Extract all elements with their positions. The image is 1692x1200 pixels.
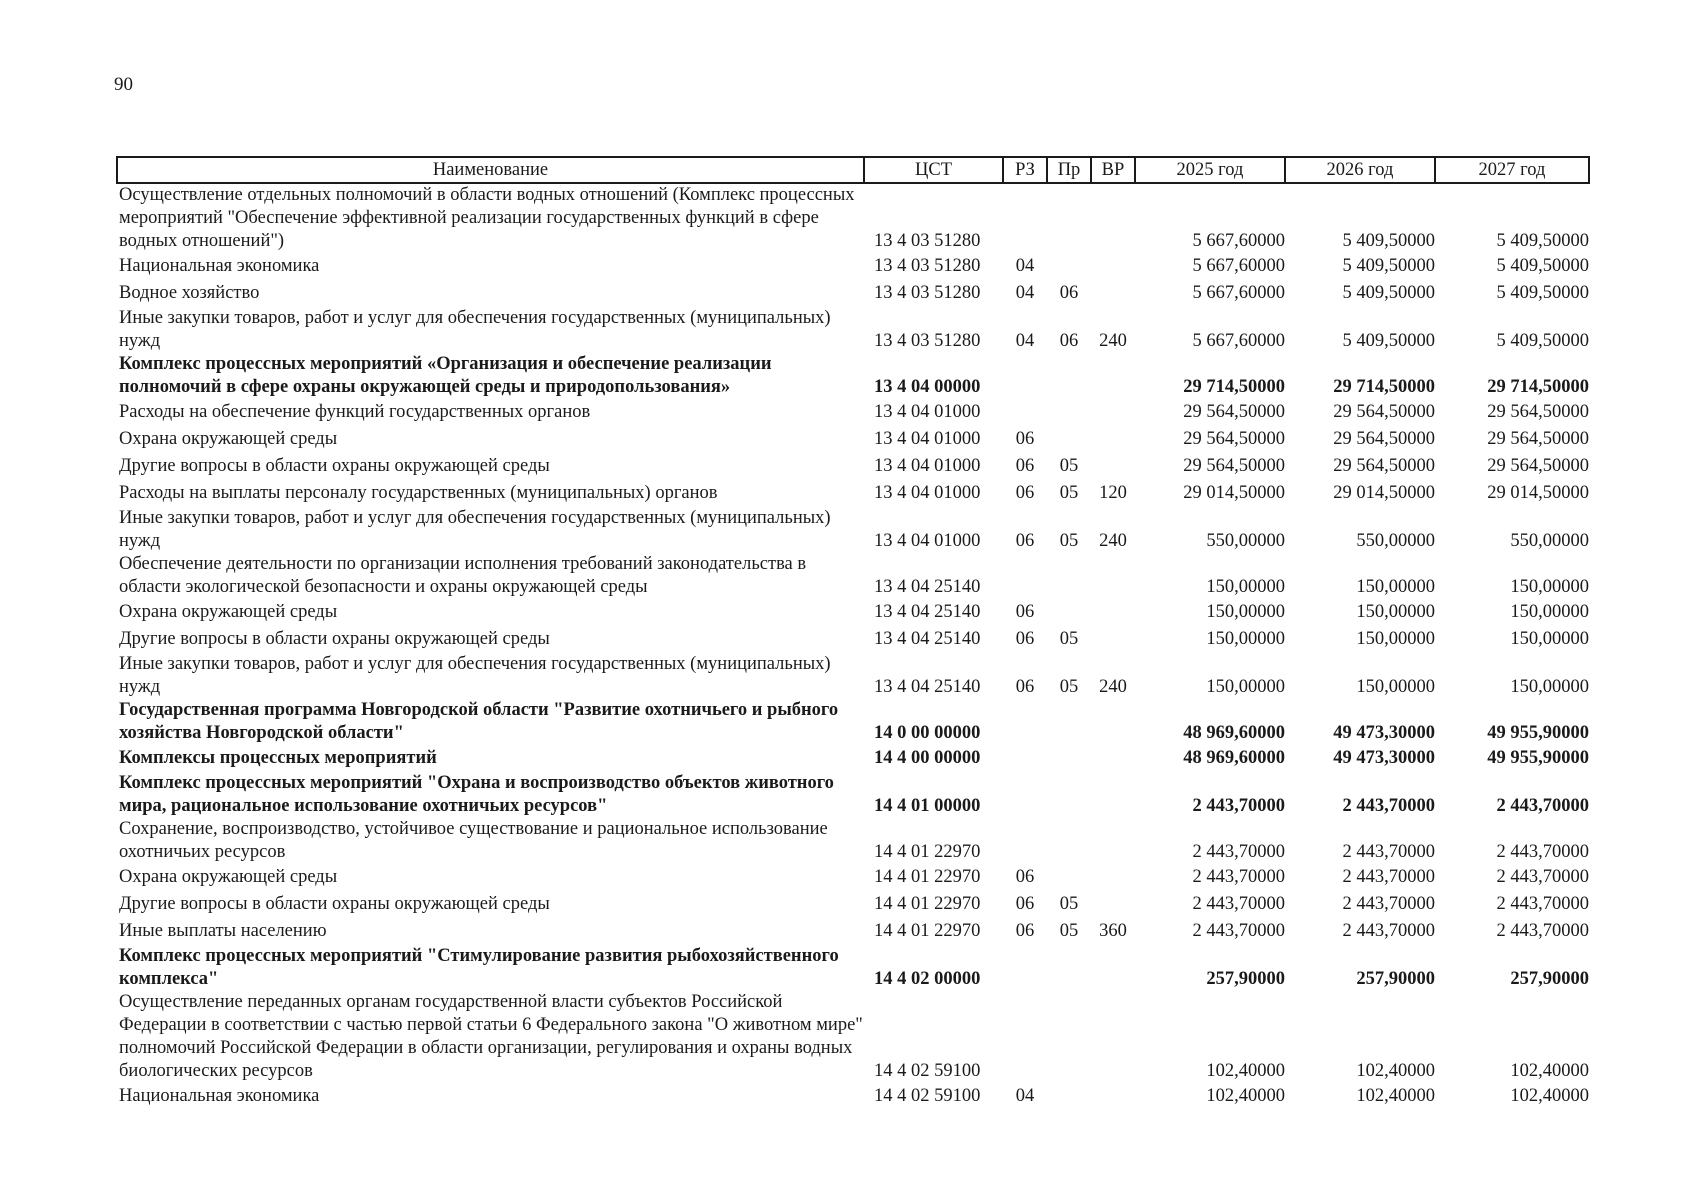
- cell-pr: [1047, 253, 1091, 280]
- cell-rz: [1003, 183, 1047, 253]
- cell-2027: 150,00000: [1510, 602, 1589, 622]
- cell-pr: 05: [1059, 629, 1079, 649]
- cell-2025: 102,40000: [1206, 1086, 1285, 1106]
- table-row: [117, 991, 1589, 1083]
- cell-2026: 2 443,70000: [1342, 921, 1435, 941]
- table-row: [117, 399, 1589, 426]
- cell-vr: [1091, 745, 1135, 772]
- cell-name: Другие вопросы в области охраны окружающей среды: [119, 629, 550, 649]
- cell-2027: 2 443,70000: [1496, 921, 1589, 941]
- cell-vr: [1091, 891, 1135, 918]
- cell-name: Расходы на обеспечение функций государственных органов: [119, 402, 591, 422]
- cell-2027: 5 409,50000: [1496, 231, 1589, 251]
- cell-name: Осуществление переданных органам государственной власти субъектов Российской Федерации в соответствии с частью первой статьи 6 Федерального закона "О животном мире" полномочий Российской Федерации в области организации, регулирования и охраны водных биологических ресурсов: [119, 992, 863, 1081]
- cell-2026: 2 443,70000: [1342, 867, 1435, 887]
- cell-2026: 150,00000: [1356, 629, 1435, 649]
- cell-vr: 240: [1099, 531, 1127, 551]
- cell-2027: 2 443,70000: [1496, 842, 1589, 862]
- cell-name: Национальная экономика: [119, 1086, 320, 1106]
- cell-rz: [1003, 399, 1047, 426]
- table-row: [117, 553, 1589, 599]
- cell-2027: 150,00000: [1510, 577, 1589, 597]
- cell-vr: [1091, 280, 1135, 307]
- cell-cst: 13 4 03 51280: [874, 331, 981, 351]
- cell-2027: 29 564,50000: [1487, 456, 1589, 476]
- cell-pr: [1047, 772, 1091, 818]
- table-row: [117, 280, 1589, 307]
- cell-2027: 102,40000: [1510, 1086, 1589, 1106]
- table-row: [117, 480, 1589, 507]
- table-row: [117, 699, 1589, 745]
- cell-cst: 13 4 04 25140: [874, 677, 981, 697]
- cell-2026: 29 014,50000: [1333, 483, 1435, 503]
- column-header-name: Наименование: [117, 157, 864, 183]
- table-row: [117, 626, 1589, 653]
- cell-pr: 06: [1059, 331, 1079, 351]
- cell-name: Иные выплаты населению: [119, 921, 327, 941]
- cell-2025: 29 564,50000: [1183, 402, 1285, 422]
- cell-2025: 29 014,50000: [1183, 483, 1285, 503]
- cell-cst: 14 4 01 22970: [874, 867, 981, 887]
- cell-rz: 06: [1015, 629, 1035, 649]
- cell-rz: 06: [1015, 483, 1035, 503]
- cell-rz: [1003, 553, 1047, 599]
- table-row: [117, 253, 1589, 280]
- cell-2026: 2 443,70000: [1342, 796, 1435, 816]
- cell-2026: 102,40000: [1356, 1061, 1435, 1081]
- page-number: 90: [114, 74, 133, 95]
- cell-2027: 550,00000: [1510, 531, 1589, 551]
- cell-cst: 14 4 00 00000: [874, 748, 981, 768]
- column-header-2026: 2026 год: [1285, 157, 1435, 183]
- cell-name: Иные закупки товаров, работ и услуг для обеспечения государственных (муниципальных) нужд: [119, 308, 831, 351]
- table-row: [117, 426, 1589, 453]
- table-row: [117, 818, 1589, 864]
- cell-2027: 5 409,50000: [1496, 331, 1589, 351]
- cell-2027: 29 564,50000: [1487, 429, 1589, 449]
- cell-pr: 05: [1059, 894, 1079, 914]
- cell-pr: [1047, 945, 1091, 991]
- cell-2027: 2 443,70000: [1496, 867, 1589, 887]
- cell-cst: 13 4 04 25140: [874, 602, 981, 622]
- cell-rz: [1003, 745, 1047, 772]
- cell-rz: 04: [1015, 331, 1035, 351]
- cell-name: Комплекс процессных мероприятий «Организация и обеспечение реализации полномочий в сфере охраны окружающей среды и природопользования»: [119, 354, 772, 397]
- cell-pr: [1047, 1083, 1091, 1110]
- cell-rz: 06: [1015, 456, 1035, 476]
- cell-cst: 13 4 04 01000: [874, 531, 981, 551]
- cell-2025: 2 443,70000: [1192, 894, 1285, 914]
- table-row: [117, 183, 1589, 253]
- table-row: [117, 745, 1589, 772]
- cell-vr: [1091, 818, 1135, 864]
- cell-pr: [1047, 553, 1091, 599]
- table-row: [117, 453, 1589, 480]
- cell-rz: [1003, 772, 1047, 818]
- cell-rz: 04: [1015, 1086, 1035, 1106]
- table-row: [117, 918, 1589, 945]
- cell-2026: 102,40000: [1356, 1086, 1435, 1106]
- table-header-row: [117, 157, 1589, 183]
- cell-cst: 13 4 04 01000: [874, 429, 981, 449]
- cell-rz: [1003, 945, 1047, 991]
- cell-rz: [1003, 353, 1047, 399]
- cell-cst: 13 4 04 25140: [874, 577, 981, 597]
- cell-cst: 14 4 02 59100: [874, 1061, 981, 1081]
- table-row: [117, 653, 1589, 699]
- cell-2026: 150,00000: [1356, 602, 1435, 622]
- cell-2026: 2 443,70000: [1342, 894, 1435, 914]
- cell-pr: 05: [1059, 677, 1079, 697]
- cell-2026: 257,90000: [1356, 969, 1435, 989]
- cell-vr: 240: [1099, 677, 1127, 697]
- cell-2025: 2 443,70000: [1192, 867, 1285, 887]
- cell-rz: 06: [1015, 894, 1035, 914]
- table-row: [117, 864, 1589, 891]
- cell-2027: 150,00000: [1510, 629, 1589, 649]
- table-row: [117, 353, 1589, 399]
- cell-2026: 5 409,50000: [1342, 231, 1435, 251]
- table-row: [117, 891, 1589, 918]
- cell-name: Комплекс процессных мероприятий "Охрана и воспроизводство объектов животного мира, рациональное использование охотничьих ресурсов": [119, 773, 834, 816]
- cell-cst: 14 4 02 00000: [874, 969, 981, 989]
- cell-vr: [1091, 1083, 1135, 1110]
- cell-2025: 29 714,50000: [1183, 377, 1285, 397]
- cell-rz: 04: [1015, 256, 1035, 276]
- cell-cst: 13 4 03 51280: [874, 231, 981, 251]
- cell-rz: 06: [1015, 531, 1035, 551]
- cell-2026: 5 409,50000: [1342, 331, 1435, 351]
- cell-2026: 2 443,70000: [1342, 842, 1435, 862]
- cell-vr: [1091, 426, 1135, 453]
- cell-rz: [1003, 991, 1047, 1083]
- cell-cst: 14 0 00 00000: [874, 723, 981, 743]
- cell-rz: 06: [1015, 921, 1035, 941]
- cell-2026: 550,00000: [1356, 531, 1435, 551]
- cell-2026: 49 473,30000: [1333, 748, 1435, 768]
- cell-vr: [1091, 945, 1135, 991]
- table-row: [117, 772, 1589, 818]
- cell-2025: 550,00000: [1206, 531, 1285, 551]
- cell-pr: 05: [1059, 483, 1079, 503]
- cell-2025: 29 564,50000: [1183, 456, 1285, 476]
- cell-name: Охрана окружающей среды: [119, 429, 338, 449]
- cell-cst: 14 4 01 22970: [874, 894, 981, 914]
- cell-name: Другие вопросы в области охраны окружающей среды: [119, 894, 550, 914]
- table-body: [117, 183, 1589, 1110]
- cell-pr: [1047, 864, 1091, 891]
- table-row: [117, 599, 1589, 626]
- cell-2025: 257,90000: [1206, 969, 1285, 989]
- cell-cst: 14 4 01 22970: [874, 921, 981, 941]
- cell-2026: 29 564,50000: [1333, 456, 1435, 476]
- cell-2025: 2 443,70000: [1192, 842, 1285, 862]
- cell-rz: 04: [1015, 283, 1035, 303]
- cell-rz: 06: [1015, 429, 1035, 449]
- cell-rz: [1003, 699, 1047, 745]
- cell-cst: 13 4 04 25140: [874, 629, 981, 649]
- table-row: [117, 945, 1589, 991]
- cell-2027: 29 564,50000: [1487, 402, 1589, 422]
- cell-vr: [1091, 399, 1135, 426]
- cell-2025: 5 667,60000: [1192, 256, 1285, 276]
- cell-2026: 29 564,50000: [1333, 402, 1435, 422]
- cell-vr: [1091, 772, 1135, 818]
- cell-2025: 102,40000: [1206, 1061, 1285, 1081]
- cell-2026: 5 409,50000: [1342, 283, 1435, 303]
- cell-2025: 150,00000: [1206, 677, 1285, 697]
- cell-2027: 2 443,70000: [1496, 894, 1589, 914]
- cell-2026: 5 409,50000: [1342, 256, 1435, 276]
- cell-2026: 29 564,50000: [1333, 429, 1435, 449]
- cell-cst: 14 4 01 00000: [874, 796, 981, 816]
- cell-2025: 2 443,70000: [1192, 921, 1285, 941]
- cell-pr: [1047, 426, 1091, 453]
- column-header-cst: ЦСТ: [864, 157, 1003, 183]
- cell-pr: [1047, 699, 1091, 745]
- cell-2025: 150,00000: [1206, 577, 1285, 597]
- cell-name: Комплексы процессных мероприятий: [119, 748, 437, 768]
- cell-name: Комплекс процессных мероприятий "Стимулирование развития рыбохозяйственного комплекса": [119, 946, 839, 989]
- cell-cst: 13 4 04 00000: [874, 377, 981, 397]
- cell-2025: 5 667,60000: [1192, 231, 1285, 251]
- cell-vr: [1091, 253, 1135, 280]
- cell-name: Осуществление отдельных полномочий в области водных отношений (Комплекс процессных мероприятий "Обеспечение эффективной реализации государственных функций в сфере водных отношений"): [119, 185, 855, 251]
- cell-pr: [1047, 399, 1091, 426]
- cell-2027: 2 443,70000: [1496, 796, 1589, 816]
- cell-cst: 13 4 03 51280: [874, 283, 981, 303]
- cell-2027: 5 409,50000: [1496, 283, 1589, 303]
- cell-vr: 360: [1099, 921, 1127, 941]
- cell-cst: 14 4 01 22970: [874, 842, 981, 862]
- cell-vr: [1091, 699, 1135, 745]
- cell-pr: [1047, 183, 1091, 253]
- cell-vr: [1091, 626, 1135, 653]
- cell-2026: 150,00000: [1356, 577, 1435, 597]
- cell-cst: 13 4 04 01000: [874, 456, 981, 476]
- cell-pr: [1047, 353, 1091, 399]
- cell-2027: 49 955,90000: [1487, 748, 1589, 768]
- column-header-rz: РЗ: [1003, 157, 1047, 183]
- cell-rz: 06: [1015, 602, 1035, 622]
- cell-2027: 257,90000: [1510, 969, 1589, 989]
- budget-table: [116, 156, 1590, 1110]
- cell-name: Расходы на выплаты персоналу государственных (муниципальных) органов: [119, 483, 718, 503]
- table-row: [117, 1083, 1589, 1110]
- cell-pr: [1047, 599, 1091, 626]
- cell-2027: 5 409,50000: [1496, 256, 1589, 276]
- cell-name: Водное хозяйство: [119, 283, 260, 303]
- cell-cst: 13 4 03 51280: [874, 256, 981, 276]
- cell-2025: 29 564,50000: [1183, 429, 1285, 449]
- table-row: [117, 507, 1589, 553]
- cell-vr: [1091, 864, 1135, 891]
- cell-rz: [1003, 818, 1047, 864]
- column-header-pr: Пр: [1047, 157, 1091, 183]
- cell-2026: 49 473,30000: [1333, 723, 1435, 743]
- cell-2025: 5 667,60000: [1192, 331, 1285, 351]
- cell-name: Государственная программа Новгородской области "Развитие охотничьего и рыбного хозяйства Новгородской области": [119, 700, 839, 743]
- cell-cst: 13 4 04 01000: [874, 483, 981, 503]
- column-header-vr: ВР: [1091, 157, 1135, 183]
- cell-vr: [1091, 553, 1135, 599]
- cell-name: Сохранение, воспроизводство, устойчивое существование и рациональное использование охотничьих ресурсов: [119, 819, 828, 862]
- cell-pr: 05: [1059, 531, 1079, 551]
- cell-2025: 48 969,60000: [1183, 723, 1285, 743]
- cell-pr: [1047, 745, 1091, 772]
- cell-vr: 240: [1099, 331, 1127, 351]
- cell-name: Охрана окружающей среды: [119, 602, 338, 622]
- cell-2026: 29 714,50000: [1333, 377, 1435, 397]
- cell-vr: [1091, 991, 1135, 1083]
- cell-rz: 06: [1015, 867, 1035, 887]
- cell-vr: [1091, 353, 1135, 399]
- cell-cst: 14 4 02 59100: [874, 1086, 981, 1106]
- cell-2026: 150,00000: [1356, 677, 1435, 697]
- column-header-2025: 2025 год: [1135, 157, 1285, 183]
- cell-name: Иные закупки товаров, работ и услуг для обеспечения государственных (муниципальных) нужд: [119, 654, 831, 697]
- cell-name: Охрана окружающей среды: [119, 867, 338, 887]
- cell-pr: 05: [1059, 456, 1079, 476]
- cell-vr: [1091, 599, 1135, 626]
- cell-name: Национальная экономика: [119, 256, 320, 276]
- cell-2025: 150,00000: [1206, 602, 1285, 622]
- cell-2027: 102,40000: [1510, 1061, 1589, 1081]
- cell-2025: 5 667,60000: [1192, 283, 1285, 303]
- cell-2027: 29 014,50000: [1487, 483, 1589, 503]
- cell-pr: 06: [1059, 283, 1079, 303]
- cell-pr: [1047, 991, 1091, 1083]
- cell-vr: 120: [1099, 483, 1127, 503]
- cell-pr: [1047, 818, 1091, 864]
- cell-name: Обеспечение деятельности по организации исполнения требований законодательства в области экологической безопасности и охраны окружающей среды: [119, 554, 807, 597]
- cell-pr: 05: [1059, 921, 1079, 941]
- cell-vr: [1091, 453, 1135, 480]
- cell-rz: 06: [1015, 677, 1035, 697]
- cell-2027: 150,00000: [1510, 677, 1589, 697]
- cell-cst: 13 4 04 01000: [874, 402, 981, 422]
- cell-2027: 29 714,50000: [1487, 377, 1589, 397]
- cell-2025: 150,00000: [1206, 629, 1285, 649]
- cell-vr: [1091, 183, 1135, 253]
- cell-2025: 48 969,60000: [1183, 748, 1285, 768]
- column-header-2027: 2027 год: [1435, 157, 1589, 183]
- cell-2025: 2 443,70000: [1192, 796, 1285, 816]
- table-row: [117, 307, 1589, 353]
- cell-name: Другие вопросы в области охраны окружающей среды: [119, 456, 550, 476]
- cell-name: Иные закупки товаров, работ и услуг для обеспечения государственных (муниципальных) нужд: [119, 508, 831, 551]
- cell-2027: 49 955,90000: [1487, 723, 1589, 743]
